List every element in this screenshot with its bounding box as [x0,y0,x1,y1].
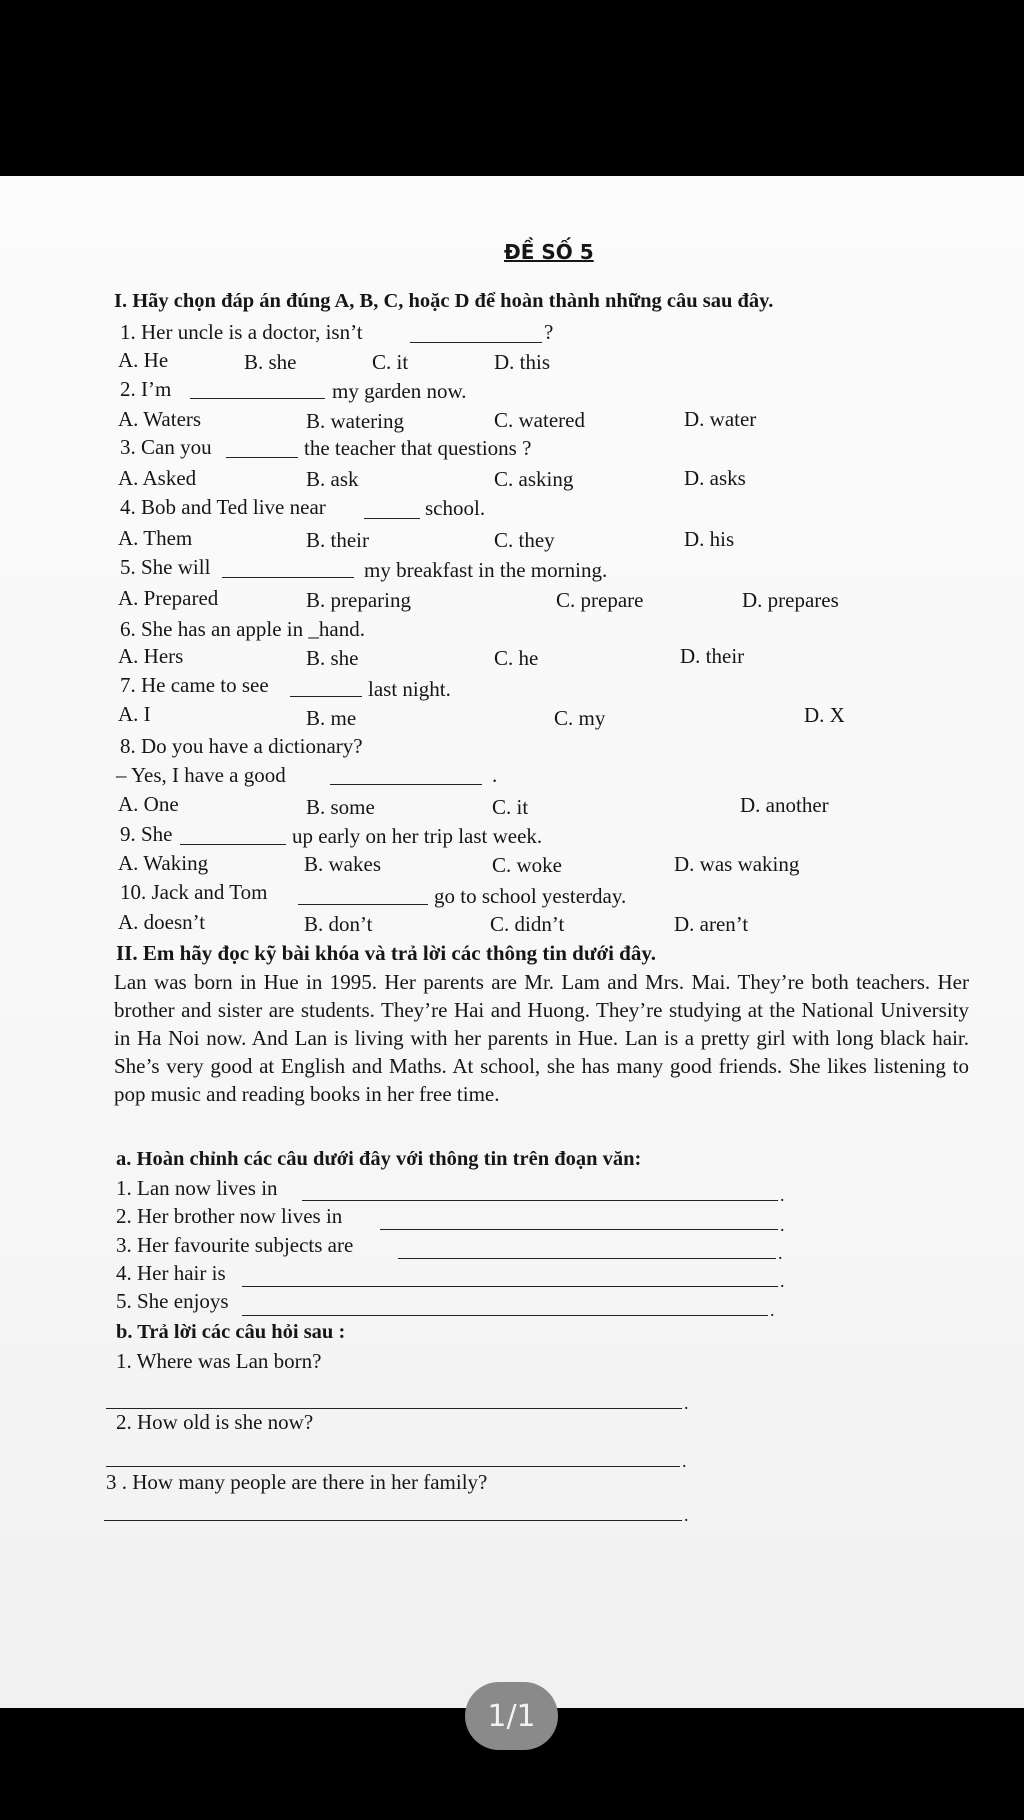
question-3-text: 3. Can you [120,435,212,459]
part-b-dot-1: . [684,1393,689,1413]
part-b-dot-2: . [682,1451,687,1471]
q2-option-a: A. Waters [118,407,202,431]
q9-option-b: B. wakes [304,852,381,876]
q8-option-c: C. it [492,795,529,819]
q8-option-d: D. another [740,793,829,817]
q4-option-b: B. their [306,528,369,552]
section2-heading: II. Em hãy đọc kỹ bài khóa và trả lời các thông tin dưới đây. [116,941,656,965]
q9-option-a: A. Waking [118,851,209,875]
q2-option-b: B. watering [306,409,404,433]
part-a-item-3: 3. Her favourite subjects are [116,1233,354,1257]
part-a-blank-2 [380,1229,778,1230]
q2-option-c: C. watered [494,408,585,432]
question-1-post: ? [544,320,554,344]
part-b-answer-line-3 [104,1520,682,1521]
question-2-text: 2. I’m [120,377,172,401]
q10-option-d: D. aren’t [674,912,749,936]
q5-option-d: D. prepares [742,588,839,612]
q9-option-d: D. was waking [674,852,800,876]
q2-option-d: D. water [684,407,757,431]
question-2-blank [190,398,325,399]
part-a-dot-4: . [780,1271,785,1291]
page-indicator[interactable]: 1/1 [465,1682,558,1750]
question-10-post: go to school yesterday. [434,884,627,908]
question-8-post: . [492,763,498,787]
q4-option-c: C. they [494,528,555,552]
part-b-answer-line-1 [106,1408,682,1409]
question-8-line2: – Yes, I have a good [116,763,286,787]
question-10-text: 10. Jack and Tom [120,880,268,904]
question-6-text: 6. She has an apple in _hand. [120,617,365,641]
q1-option-c: C. it [372,350,409,374]
q1-option-d: D. this [494,350,551,374]
part-a-blank-3 [398,1258,776,1259]
part-a-blank-4 [242,1286,778,1287]
section1-heading: I. Hãy chọn đáp án đúng A, B, C, hoặc D để hoàn thành những câu sau đây. [114,290,774,312]
q7-option-d: D. X [804,703,845,727]
question-10-blank [298,904,428,905]
q3-option-c: C. asking [494,467,574,491]
question-4-text: 4. Bob and Ted live near [120,495,326,519]
part-a-blank-5 [242,1315,768,1316]
question-9-blank [180,844,286,845]
part-b-question-3: 3 . How many people are there in her family? [106,1470,488,1494]
question-3-blank [226,457,298,458]
part-a-item-2: 2. Her brother now lives in [116,1204,343,1228]
q7-option-c: C. my [554,706,606,730]
part-a-dot-1: . [780,1185,785,1205]
question-5-text: 5. She will [120,555,211,579]
q3-option-d: D. asks [684,466,746,490]
part-b-answer-line-2 [106,1466,680,1467]
question-1-text: 1. Her uncle is a doctor, isn’t [120,320,363,344]
question-7-blank [290,696,362,697]
part-b-question-2: 2. How old is she now? [116,1410,314,1434]
q5-option-a: A. Prepared [118,586,219,610]
q10-option-c: C. didn’t [490,912,565,936]
question-2-post: my garden now. [332,379,467,403]
part-a-dot-5: . [770,1300,775,1320]
q6-option-b: B. she [306,646,359,670]
q5-option-c: C. prepare [556,588,644,612]
document-page [0,176,1024,1708]
q7-option-b: B. me [306,706,357,730]
q8-option-a: A. One [118,792,179,816]
reading-passage: Lan was born in Hue in 1995. Her parents are Mr. Lam and Mrs. Mai. They’re both teachers. Her brother and sister are students. They’re Hai and Huong. They’re studying at the National University in Ha Noi now. And Lan is living with her parents in Hue. Lan is a pretty girl with long black hair. She’s very good at English and Maths. At school, she has many good friends. She likes listening to pop music and reading books in her free time. [114,970,969,1106]
question-5-blank [222,577,354,578]
page-title: ĐỀ SỐ 5 [504,240,594,264]
question-4-post: school. [425,496,486,520]
part-a-item-4: 4. Her hair is [116,1261,226,1285]
part-a-blank-1 [302,1200,778,1201]
q3-option-a: A. Asked [118,466,197,490]
q6-option-a: A. Hers [118,644,184,668]
part-a-dot-3: . [778,1243,783,1263]
question-4-blank [364,518,420,519]
viewer-top-bar [0,0,1024,176]
q10-option-b: B. don’t [304,912,373,936]
q3-option-b: B. ask [306,467,359,491]
question-8-text: 8. Do you have a dictionary? [120,734,363,758]
q9-option-c: C. woke [492,853,562,877]
question-7-post: last night. [368,677,451,701]
part-b-question-1: 1. Where was Lan born? [116,1349,322,1373]
part-a-item-5: 5. She enjoys [116,1289,229,1313]
q10-option-a: A. doesn’t [118,910,206,934]
part-a-heading: a. Hoàn chỉnh các câu dưới đây với thông tin trên đoạn văn: [116,1148,642,1170]
q5-option-b: B. preparing [306,588,411,612]
q6-option-d: D. their [680,644,745,668]
question-3-post: the teacher that questions ? [304,436,532,460]
question-9-post: up early on her trip last week. [292,824,543,848]
q1-option-b: B. she [244,350,297,374]
question-1-blank [410,342,542,343]
q7-option-a: A. I [118,702,151,726]
part-a-item-1: 1. Lan now lives in [116,1176,278,1200]
part-b-dot-3: . [684,1505,689,1525]
question-5-post: my breakfast in the morning. [364,558,608,582]
question-9-text: 9. She [120,822,173,846]
part-a-dot-2: . [780,1215,785,1235]
q8-option-b: B. some [306,795,375,819]
question-8-blank [330,784,482,785]
q4-option-d: D. his [684,527,735,551]
q4-option-a: A. Them [118,526,193,550]
q1-option-a: A. He [118,348,169,372]
part-b-heading: b. Trả lời các câu hỏi sau : [116,1321,346,1343]
q6-option-c: C. he [494,646,539,670]
question-7-text: 7. He came to see [120,673,269,697]
